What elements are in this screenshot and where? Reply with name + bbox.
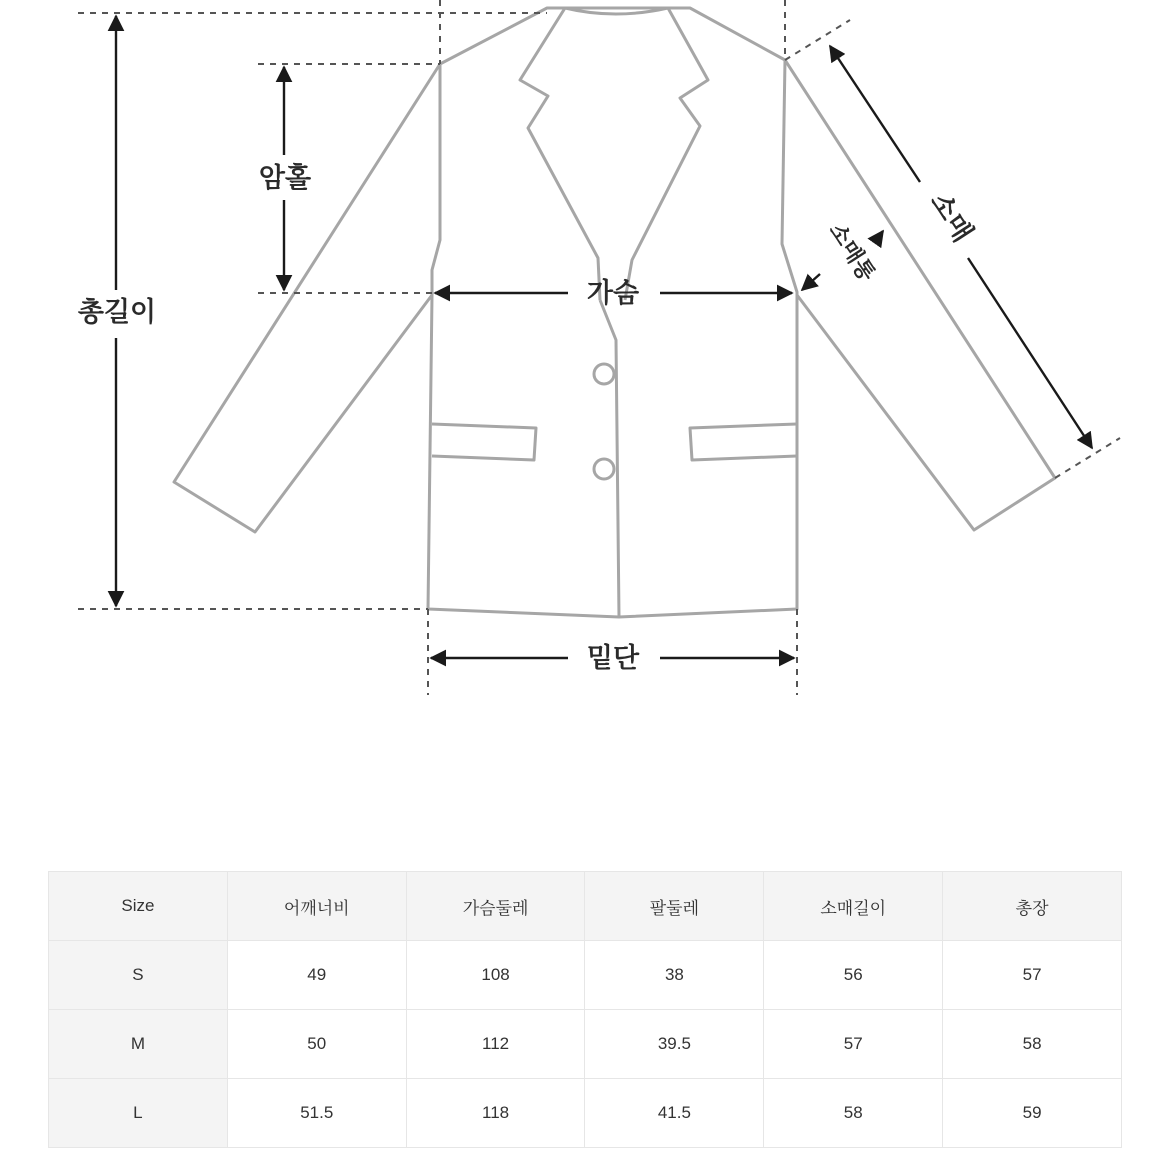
hem-label: 밑단	[586, 643, 640, 674]
table-cell: 108	[406, 941, 585, 1010]
sleeve-arrow-bottom	[968, 258, 1092, 448]
armhole-label: 암홀	[258, 163, 312, 194]
table-cell: 49	[227, 941, 406, 1010]
measurement-arrows	[116, 16, 1092, 658]
table-cell: 39.5	[585, 1010, 764, 1079]
left-sleeve	[174, 64, 440, 532]
right-pocket	[690, 424, 797, 460]
header-sleeve-length: 소매길이	[764, 872, 943, 941]
left-lapel	[520, 8, 600, 300]
table-cell: 118	[406, 1079, 585, 1148]
sleeve-width-label: 소매통	[823, 218, 880, 287]
sleeve-width-arrow-top	[876, 231, 883, 241]
table-row	[49, 1079, 1122, 1148]
guide-lines	[78, 0, 1120, 695]
right-lapel	[625, 8, 708, 300]
left-pocket	[432, 424, 536, 460]
header-arm-circumference: 팔둘레	[585, 872, 764, 941]
right-sleeve	[785, 60, 1055, 530]
table-header-row	[49, 872, 1122, 941]
table-row	[49, 941, 1122, 1010]
table-cell: 56	[764, 941, 943, 1010]
header-total-length: 총장	[943, 872, 1122, 941]
total-length-label: 총길이	[77, 297, 157, 328]
table-cell: 51.5	[227, 1079, 406, 1148]
sleeve-arrow-top	[830, 46, 920, 182]
size-table	[48, 871, 1122, 1148]
table-row	[49, 1010, 1122, 1079]
chest-label: 가슴	[586, 278, 640, 309]
size-cell: L	[49, 1079, 228, 1148]
table-cell: 38	[585, 941, 764, 1010]
table-cell: 50	[227, 1010, 406, 1079]
table-cell: 57	[764, 1010, 943, 1079]
header-shoulder-width: 어깨너비	[227, 872, 406, 941]
jacket-body	[428, 8, 797, 617]
table-cell: 58	[764, 1079, 943, 1148]
header-size: Size	[49, 872, 228, 941]
table-cell: 57	[943, 941, 1122, 1010]
button-bottom	[594, 459, 614, 479]
jacket-outline	[174, 8, 1055, 617]
sleeve-width-arrow-bottom	[802, 274, 820, 290]
button-top	[594, 364, 614, 384]
table-cell: 112	[406, 1010, 585, 1079]
sleeve-label: 소매	[923, 187, 979, 248]
size-cell: S	[49, 941, 228, 1010]
size-cell: M	[49, 1010, 228, 1079]
header-chest-circumference: 가슴둘레	[406, 872, 585, 941]
table-cell: 59	[943, 1079, 1122, 1148]
table-cell: 58	[943, 1010, 1122, 1079]
table-cell: 41.5	[585, 1079, 764, 1148]
